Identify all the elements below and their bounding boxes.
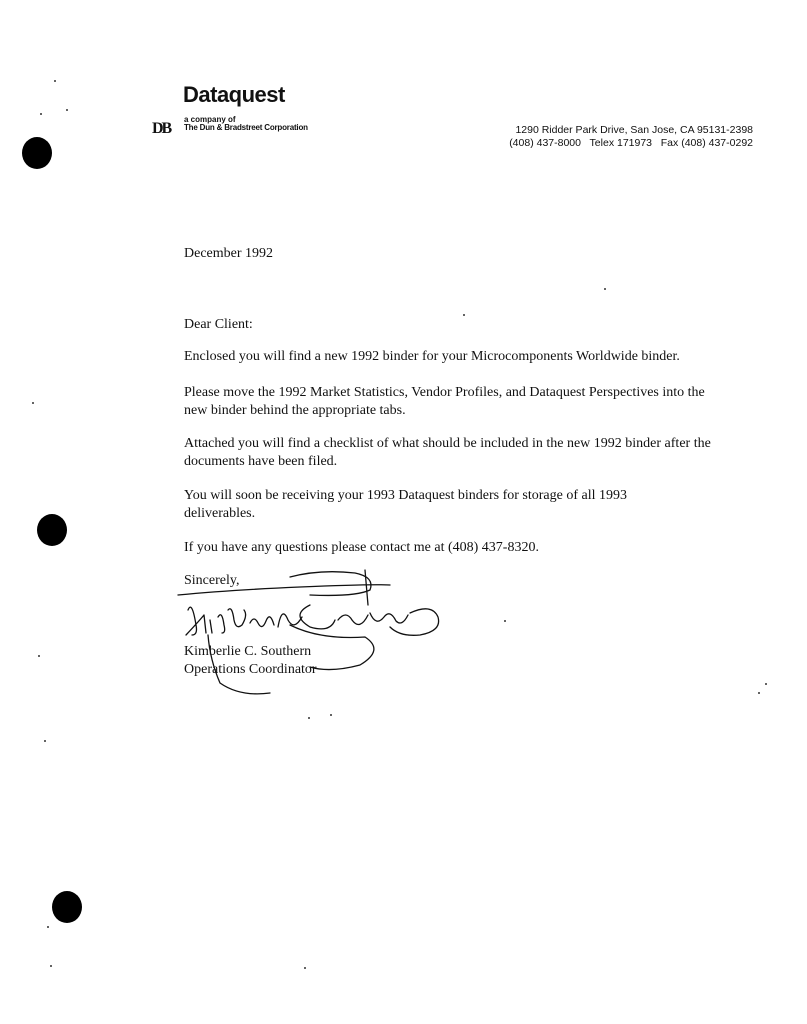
scan-speck bbox=[504, 620, 506, 622]
letter-date: December 1992 bbox=[184, 246, 274, 261]
punch-hole-bottom bbox=[52, 891, 82, 923]
scan-speck bbox=[758, 692, 760, 694]
company-logo: Dataquest bbox=[183, 82, 285, 107]
scan-speck bbox=[47, 926, 49, 928]
scan-speck bbox=[308, 717, 310, 719]
paragraph: Please move the 1992 Market Statistics, Vendor Profiles, and Dataquest Perspectives into the new binder behind the appropriate tabs. bbox=[184, 385, 705, 418]
salutation: Dear Client: bbox=[184, 317, 253, 332]
paragraph: You will soon be receiving your 1993 Dataquest binders for storage of all 1993 deliverables. bbox=[184, 488, 627, 521]
handwritten-signature bbox=[170, 565, 450, 705]
punch-hole-top bbox=[22, 137, 52, 169]
parent-line-1: a company of bbox=[184, 115, 236, 124]
scan-speck bbox=[304, 967, 306, 969]
scan-speck bbox=[32, 402, 34, 404]
parent-company-line bbox=[184, 116, 308, 132]
paragraph: Attached you will find a checklist of what should be included in the new 1992 binder after the documents have been filed. bbox=[184, 436, 711, 469]
paragraph: If you have any questions please contact me at (408) 437-8320. bbox=[184, 540, 539, 555]
scan-speck bbox=[40, 113, 42, 115]
scan-speck bbox=[38, 655, 40, 657]
contact-numbers: (408) 437-8000 Telex 171973 Fax (408) 437-0292 bbox=[509, 137, 753, 149]
scan-speck bbox=[54, 80, 56, 82]
street-address: 1290 Ridder Park Drive, San Jose, CA 95131-2398 bbox=[515, 124, 753, 136]
address-block bbox=[509, 124, 753, 150]
scan-speck bbox=[66, 109, 68, 111]
signer-name: Kimberlie C. Southern bbox=[184, 644, 312, 659]
dun-bradstreet-logo: DB bbox=[152, 120, 171, 137]
scan-speck bbox=[50, 965, 52, 967]
parent-line-2: The Dun & Bradstreet Corporation bbox=[184, 123, 308, 132]
closing: Sincerely, bbox=[184, 573, 240, 588]
scan-speck bbox=[44, 740, 46, 742]
scan-speck bbox=[765, 683, 767, 685]
signer-title: Operations Coordinator bbox=[184, 662, 317, 677]
punch-hole-middle bbox=[37, 514, 67, 546]
paragraph: Enclosed you will find a new 1992 binder for your Microcomponents Worldwide binder. bbox=[184, 349, 680, 364]
scan-speck bbox=[604, 288, 606, 290]
scan-speck bbox=[330, 714, 332, 716]
